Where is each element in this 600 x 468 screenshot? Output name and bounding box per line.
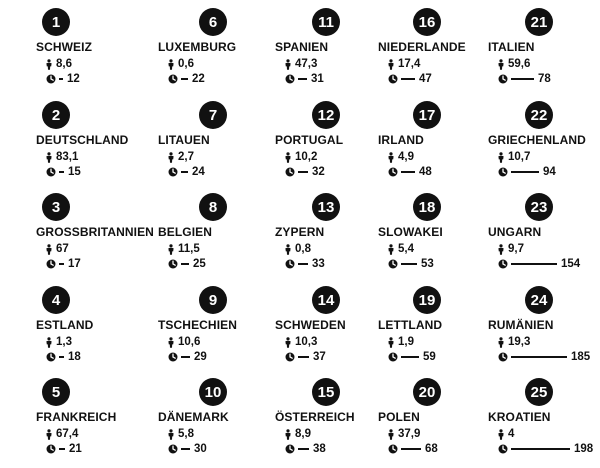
clock-icon (285, 74, 295, 84)
time-row (285, 443, 326, 455)
population-value: 19,3 (508, 336, 531, 348)
time-bar (298, 263, 308, 265)
country-name: SLOWAKEI (378, 225, 443, 239)
time-row (498, 258, 580, 270)
population-row (168, 336, 200, 348)
population-row (388, 151, 414, 163)
rank-badge: 25 (525, 378, 553, 406)
person-icon (388, 337, 394, 348)
person-icon (285, 152, 291, 163)
population-row (285, 243, 311, 255)
country-card (488, 193, 600, 283)
country-name: ZYPERN (275, 225, 325, 239)
person-icon (168, 429, 174, 440)
clock-icon (46, 259, 56, 269)
time-bar (511, 78, 534, 80)
country-name: UNGARN (488, 225, 542, 239)
time-row (498, 166, 556, 178)
clock-icon (498, 259, 508, 269)
country-card (378, 8, 496, 98)
person-icon (388, 59, 394, 70)
country-card (488, 8, 600, 98)
time-bar (59, 356, 64, 358)
rank-badge: 10 (199, 378, 227, 406)
time-bar (59, 171, 64, 173)
country-name: DÄNEMARK (158, 410, 229, 424)
time-value: 12 (67, 73, 80, 85)
time-value: 37 (313, 351, 326, 363)
time-bar (59, 78, 63, 80)
time-value: 25 (193, 258, 206, 270)
population-value: 8,9 (295, 428, 311, 440)
rank-badge: 21 (525, 8, 553, 36)
rank-badge: 2 (42, 101, 70, 129)
clock-icon (285, 352, 295, 362)
time-row (46, 443, 82, 455)
population-value: 4,9 (398, 151, 414, 163)
rank-badge: 12 (312, 101, 340, 129)
population-row (168, 151, 194, 163)
country-name: SCHWEIZ (36, 40, 93, 54)
country-name: POLEN (378, 410, 420, 424)
time-value: 31 (311, 73, 324, 85)
time-value: 47 (419, 73, 432, 85)
time-bar (181, 448, 190, 450)
person-icon (498, 244, 504, 255)
clock-icon (46, 352, 56, 362)
population-row (46, 243, 69, 255)
person-icon (46, 337, 52, 348)
population-value: 9,7 (508, 243, 524, 255)
population-value: 10,6 (178, 336, 201, 348)
population-row (285, 58, 317, 70)
population-row (168, 58, 194, 70)
country-name: BELGIEN (158, 225, 213, 239)
clock-icon (388, 167, 398, 177)
time-row (498, 351, 590, 363)
rank-badge: 23 (525, 193, 553, 221)
clock-icon (388, 444, 398, 454)
time-row (46, 351, 81, 363)
country-card (158, 286, 276, 376)
time-bar (401, 171, 415, 173)
country-card (36, 193, 154, 283)
time-row (168, 73, 205, 85)
clock-icon (285, 444, 295, 454)
time-row (285, 166, 325, 178)
country-card (158, 378, 276, 468)
population-row (285, 428, 311, 440)
country-card (36, 286, 154, 376)
time-row (168, 351, 207, 363)
clock-icon (168, 167, 178, 177)
population-value: 37,9 (398, 428, 421, 440)
rank-badge: 13 (312, 193, 340, 221)
country-card (36, 8, 154, 98)
country-card (275, 193, 393, 283)
time-bar (401, 356, 419, 358)
clock-icon (498, 167, 508, 177)
time-value: 32 (312, 166, 325, 178)
person-icon (285, 244, 291, 255)
time-row (168, 443, 207, 455)
person-icon (168, 152, 174, 163)
time-row (388, 351, 436, 363)
population-row (46, 58, 72, 70)
time-value: 68 (425, 443, 438, 455)
rank-badge: 18 (413, 193, 441, 221)
time-bar (59, 448, 65, 450)
country-card (36, 101, 154, 191)
person-icon (498, 337, 504, 348)
time-row (46, 258, 81, 270)
time-bar (298, 448, 309, 450)
population-row (388, 58, 420, 70)
person-icon (168, 244, 174, 255)
country-name: LETTLAND (378, 318, 443, 332)
rank-badge: 15 (312, 378, 340, 406)
country-name: ITALIEN (488, 40, 535, 54)
time-value: 30 (194, 443, 207, 455)
country-card (488, 101, 600, 191)
clock-icon (46, 444, 56, 454)
time-value: 185 (571, 351, 591, 363)
population-value: 1,9 (398, 336, 414, 348)
time-bar (298, 171, 308, 173)
country-card (158, 101, 276, 191)
rank-badge: 11 (312, 8, 340, 36)
time-row (168, 166, 205, 178)
rank-badge: 6 (199, 8, 227, 36)
country-card (275, 101, 393, 191)
population-row (498, 58, 530, 70)
country-card (158, 8, 276, 98)
time-bar (181, 171, 188, 173)
country-card (275, 378, 393, 468)
population-value: 17,4 (398, 58, 421, 70)
time-row (285, 351, 326, 363)
rank-badge: 9 (199, 286, 227, 314)
rank-badge: 17 (413, 101, 441, 129)
clock-icon (388, 352, 398, 362)
population-row (388, 243, 414, 255)
clock-icon (498, 352, 508, 362)
country-name: GRIECHENLAND (488, 133, 586, 147)
clock-icon (168, 259, 178, 269)
time-row (388, 443, 438, 455)
country-name: TSCHECHIEN (158, 318, 238, 332)
country-card (488, 286, 600, 376)
clock-icon (498, 74, 508, 84)
country-name: LITAUEN (158, 133, 210, 147)
rank-badge: 22 (525, 101, 553, 129)
time-row (285, 73, 324, 85)
population-row (285, 151, 317, 163)
country-name: DEUTSCHLAND (36, 133, 129, 147)
time-value: 59 (423, 351, 436, 363)
time-value: 33 (312, 258, 325, 270)
time-value: 154 (561, 258, 581, 270)
person-icon (168, 337, 174, 348)
rank-badge: 7 (199, 101, 227, 129)
country-name: ESTLAND (36, 318, 94, 332)
population-row (498, 428, 514, 440)
population-row (46, 428, 78, 440)
country-name: RUMÄNIEN (488, 318, 554, 332)
time-value: 53 (421, 258, 434, 270)
country-name: FRANKREICH (36, 410, 117, 424)
rank-badge: 1 (42, 8, 70, 36)
time-value: 38 (313, 443, 326, 455)
country-card (36, 378, 154, 468)
population-row (498, 336, 530, 348)
clock-icon (388, 259, 398, 269)
country-name: LUXEMBURG (158, 40, 237, 54)
time-value: 94 (543, 166, 556, 178)
country-name: NIEDERLANDE (378, 40, 466, 54)
time-bar (181, 78, 188, 80)
population-value: 2,7 (178, 151, 194, 163)
country-name: IRLAND (378, 133, 424, 147)
country-name: ÖSTERREICH (275, 410, 355, 424)
time-bar (401, 263, 417, 265)
population-row (46, 336, 72, 348)
clock-icon (285, 167, 295, 177)
time-row (388, 73, 432, 85)
time-bar (401, 78, 415, 80)
time-row (388, 166, 432, 178)
time-row (498, 443, 593, 455)
time-row (46, 166, 81, 178)
person-icon (46, 244, 52, 255)
population-value: 67,4 (56, 428, 79, 440)
person-icon (285, 429, 291, 440)
person-icon (168, 59, 174, 70)
country-card (378, 101, 496, 191)
time-bar (511, 263, 557, 265)
rank-badge: 4 (42, 286, 70, 314)
time-bar (181, 263, 189, 265)
rank-badge: 16 (413, 8, 441, 36)
clock-icon (168, 444, 178, 454)
population-value: 1,3 (56, 336, 72, 348)
clock-icon (388, 74, 398, 84)
population-row (388, 428, 420, 440)
time-value: 198 (574, 443, 594, 455)
country-card (275, 286, 393, 376)
country-name: KROATIEN (488, 410, 551, 424)
population-value: 5,4 (398, 243, 414, 255)
population-row (168, 243, 200, 255)
population-row (285, 336, 317, 348)
rank-badge: 5 (42, 378, 70, 406)
time-row (285, 258, 325, 270)
country-card (158, 193, 276, 283)
population-value: 59,6 (508, 58, 531, 70)
time-bar (511, 448, 570, 450)
population-value: 11,5 (178, 243, 200, 255)
time-value: 24 (192, 166, 205, 178)
person-icon (388, 244, 394, 255)
clock-icon (285, 259, 295, 269)
population-value: 5,8 (178, 428, 194, 440)
country-card (378, 286, 496, 376)
population-value: 10,2 (295, 151, 318, 163)
time-value: 48 (419, 166, 432, 178)
person-icon (46, 152, 52, 163)
rank-badge: 14 (312, 286, 340, 314)
rank-badge: 24 (525, 286, 553, 314)
time-value: 29 (194, 351, 207, 363)
time-bar (401, 448, 421, 450)
person-icon (388, 152, 394, 163)
time-bar (298, 78, 307, 80)
population-value: 4 (508, 428, 515, 440)
person-icon (498, 152, 504, 163)
clock-icon (46, 74, 56, 84)
population-value: 67 (56, 243, 69, 255)
population-row (168, 428, 194, 440)
time-row (388, 258, 434, 270)
population-row (498, 151, 530, 163)
person-icon (498, 59, 504, 70)
rank-badge: 19 (413, 286, 441, 314)
time-bar (511, 171, 539, 173)
clock-icon (46, 167, 56, 177)
population-value: 0,6 (178, 58, 194, 70)
population-value: 10,3 (295, 336, 318, 348)
time-value: 18 (68, 351, 81, 363)
person-icon (388, 429, 394, 440)
clock-icon (498, 444, 508, 454)
time-value: 78 (538, 73, 551, 85)
time-bar (59, 263, 64, 265)
population-value: 8,6 (56, 58, 72, 70)
person-icon (46, 59, 52, 70)
time-value: 17 (68, 258, 81, 270)
clock-icon (168, 352, 178, 362)
population-value: 83,1 (56, 151, 79, 163)
time-value: 22 (192, 73, 205, 85)
time-bar (181, 356, 190, 358)
rank-badge: 20 (413, 378, 441, 406)
time-row (46, 73, 80, 85)
country-name: SPANIEN (275, 40, 329, 54)
country-name: PORTUGAL (275, 133, 344, 147)
time-row (168, 258, 206, 270)
rank-badge: 8 (199, 193, 227, 221)
rank-badge: 3 (42, 193, 70, 221)
country-name: GROSSBRITANNIEN (36, 225, 154, 239)
person-icon (46, 429, 52, 440)
clock-icon (168, 74, 178, 84)
country-card (488, 378, 600, 468)
time-value: 21 (69, 443, 82, 455)
country-card (378, 193, 496, 283)
person-icon (498, 429, 504, 440)
population-value: 10,7 (508, 151, 531, 163)
time-value: 15 (68, 166, 81, 178)
population-row (388, 336, 414, 348)
country-name: SCHWEDEN (275, 318, 346, 332)
time-bar (298, 356, 309, 358)
time-row (498, 73, 551, 85)
population-value: 47,3 (295, 58, 318, 70)
person-icon (285, 337, 291, 348)
person-icon (285, 59, 291, 70)
population-value: 0,8 (295, 243, 311, 255)
population-row (46, 151, 78, 163)
country-card (275, 8, 393, 98)
population-row (498, 243, 524, 255)
time-bar (511, 356, 567, 358)
country-card (378, 378, 496, 468)
